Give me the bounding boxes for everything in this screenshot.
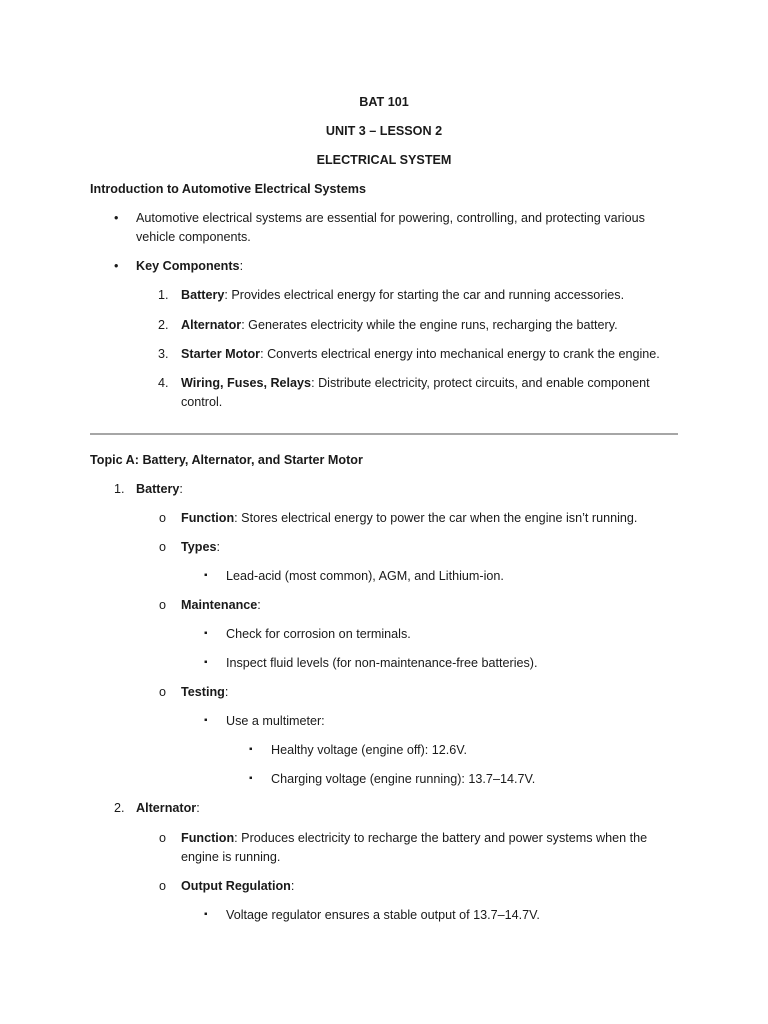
document-course-code: BAT 101 xyxy=(359,95,409,109)
maintenance-item: Check for corrosion on terminals. xyxy=(226,627,411,641)
circle-bullet-icon: o xyxy=(159,831,167,845)
alternator-output-label: Output Regulation: xyxy=(181,879,295,893)
list-number: 3. xyxy=(158,347,169,361)
square-bullet-icon: ▪ xyxy=(204,570,208,581)
circle-bullet-icon: o xyxy=(159,598,167,612)
battery-types-label: Types: xyxy=(181,540,220,554)
square-bullet-icon: ▪ xyxy=(249,773,253,784)
battery-function: Function: Stores electrical energy to power the car when the engine isn’t running. xyxy=(181,511,638,525)
testing-sub-item: Charging voltage (engine running): 13.7–14.7V. xyxy=(271,772,536,786)
testing-item: Use a multimeter: xyxy=(226,714,325,728)
list-number: 2. xyxy=(114,801,125,815)
square-bullet-icon: ▪ xyxy=(204,909,208,920)
output-regulation-item: Voltage regulator ensures a stable output of 13.7–14.7V. xyxy=(226,908,540,922)
document-title: ELECTRICAL SYSTEM xyxy=(316,153,452,167)
list-item: Wiring, Fuses, Relays: Distribute electricity, protect circuits, and enable component xyxy=(181,376,650,390)
battery-types-item: Lead-acid (most common), AGM, and Lithium-ion. xyxy=(226,569,504,583)
intro-bullet-text-cont: vehicle components. xyxy=(136,230,251,244)
intro-heading: Introduction to Automotive Electrical Systems xyxy=(90,182,366,196)
square-bullet-icon: ▪ xyxy=(204,628,208,639)
circle-bullet-icon: o xyxy=(159,540,167,554)
circle-bullet-icon: o xyxy=(159,511,167,525)
intro-bullet-text: Automotive electrical systems are essential for powering, controlling, and protecting various xyxy=(136,211,645,225)
alternator-function: Function: Produces electricity to recharge the battery and power systems when the xyxy=(181,831,648,845)
bullet-icon: • xyxy=(114,259,119,273)
square-bullet-icon: ▪ xyxy=(204,657,208,668)
topic-a-heading: Topic A: Battery, Alternator, and Starter Motor xyxy=(90,453,363,467)
battery-maintenance-label: Maintenance: xyxy=(181,598,261,612)
key-components-label: Key Components: xyxy=(136,259,244,273)
list-item: Starter Motor: Converts electrical energy into mechanical energy to crank the engine. xyxy=(181,347,660,361)
list-number: 2. xyxy=(158,318,169,332)
battery-testing-label: Testing: xyxy=(181,685,229,699)
list-number: 1. xyxy=(114,482,125,496)
circle-bullet-icon: o xyxy=(159,879,167,893)
list-item: Battery: Provides electrical energy for starting the car and running accessories. xyxy=(181,288,625,302)
battery-heading: Battery: xyxy=(136,482,183,496)
alternator-heading: Alternator: xyxy=(136,801,200,815)
bullet-icon: • xyxy=(114,211,119,225)
list-item-cont: control. xyxy=(181,395,223,409)
section-divider xyxy=(90,433,678,435)
alternator-function-cont: engine is running. xyxy=(181,850,281,864)
document-unit-lesson: UNIT 3 – LESSON 2 xyxy=(325,124,443,138)
square-bullet-icon: ▪ xyxy=(204,715,208,726)
square-bullet-icon: ▪ xyxy=(249,744,253,755)
list-number: 4. xyxy=(158,376,169,390)
testing-sub-item: Healthy voltage (engine off): 12.6V. xyxy=(271,743,468,757)
list-item: Alternator: Generates electricity while the engine runs, recharging the battery. xyxy=(181,318,618,332)
maintenance-item: Inspect fluid levels (for non-maintenance-free batteries). xyxy=(226,656,538,670)
list-number: 1. xyxy=(158,288,169,302)
circle-bullet-icon: o xyxy=(159,685,167,699)
